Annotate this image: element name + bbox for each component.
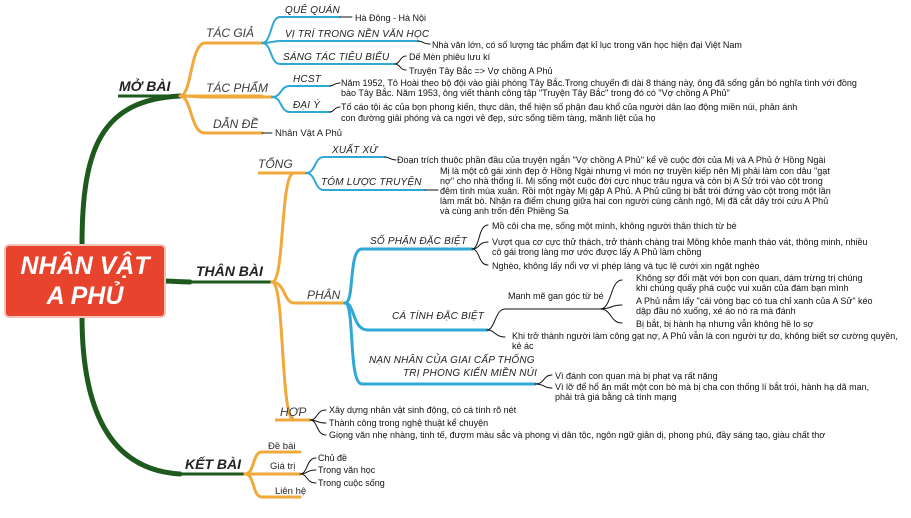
leaf-xuat-xu: Đoạn trích thuộc phần đầu của truyện ngắn "Vợ chồng A Phủ" kể về cuộc đời của Mị và A Phủ ở Hồng Ngài (397, 155, 826, 165)
leaf-vi-tri: Nhà văn lớn, có số lượng tác phẩm đạt kỉ lục trong văn học hiện đại Việt Nam (432, 40, 742, 50)
leaf-sang-tac-2: Truyện Tây Bắc => Vợ chồng A Phủ (409, 66, 553, 76)
node-tom-luoc[interactable]: TÓM LƯỢC TRUYỆN (321, 177, 422, 188)
leaf-dan-de: Nhân Vật A Phủ (275, 128, 343, 139)
central-topic[interactable] (6, 246, 164, 316)
leaf-nan-nhan-3: phải trả giá bằng cả tính mạng (555, 392, 677, 402)
node-nan-nhan-line1[interactable]: NẠN NHÂN CỦA GIAI CẤP THỐNG (369, 355, 535, 366)
node-gia-tri[interactable]: Giá trị (270, 461, 296, 472)
node-tong[interactable]: TỔNG (258, 157, 293, 171)
central-topic-line1: NHÂN VẬT (20, 252, 150, 280)
leaf-trong-van-hoc: Trong văn học (318, 465, 376, 475)
node-nan-nhan-line2[interactable]: TRỊ PHONG KIẾN MIỀN NÚI (403, 368, 538, 379)
leaf-trong-cuoc-song: Trong cuộc sống (318, 478, 385, 488)
leaf-ca-tinh-3: A Phủ nắm lấy "cái vòng bạc có tua chỉ xanh của A Sử" kéo (636, 296, 873, 306)
leaf-ca-tinh-4: dập đầu nó xuống, xé áo nó ra mà đánh (636, 306, 796, 316)
leaf-dai-y-line1: Tố cáo tội ác của bọn phong kiến, thực dân, thể hiện số phận đau khổ của người dân lao động miền núi, phản ánh (341, 102, 798, 112)
node-sang-tac[interactable]: SÁNG TÁC TIÊU BIỂU (283, 52, 390, 63)
node-than-bai[interactable]: THÂN BÀI (196, 263, 263, 279)
leaf-hcst-line2: bào Tây Bắc. Năm 1953, ông viết thành công tập "Truyện Tây Bắc" trong đó có "Vợ chồng A Phủ" (341, 88, 730, 98)
node-hop[interactable]: HỢP (280, 405, 307, 419)
leaf-tom-luoc-2: nợ" cho nhà thống lí. Mị sống một cuộc đời cực nhục trâu ngựa và còn bị A Sử trói vào cột trong (440, 176, 823, 186)
leaf-hop-2: Thành công trong nghệ thuật kể chuyện (329, 418, 489, 428)
leaf-ca-tinh-5: Bị bắt, bị hành hạ nhưng vẫn không hề lo sợ (636, 319, 814, 329)
node-hcst[interactable]: HCST (293, 74, 322, 85)
node-mo-bai[interactable]: MỞ BÀI (119, 78, 171, 94)
node-vi-tri[interactable]: VỊ TRÍ TRONG NỀN VĂN HỌC (285, 29, 430, 40)
leaf-khi-tro-2: kẻ ác (512, 341, 534, 351)
node-dai-y[interactable]: ĐẠI Ý (293, 100, 321, 111)
leaf-dai-y-line2: con đường giải phóng và ca ngợi vẻ đẹp, sức sống tiềm tàng, mãnh liệt của họ (341, 113, 656, 123)
branch-ket-bai (82, 316, 180, 474)
node-tac-gia[interactable]: TÁC GIẢ (206, 26, 255, 40)
node-xuat-xu[interactable]: XUẤT XỨ (332, 145, 378, 156)
leaf-tom-luoc-3: đêm tình mùa xuân. Rồi một ngày Mị gặp A Phủ. A Phủ cũng bị bắt trói đứng vào cột trong một lần (440, 186, 831, 196)
leaf-hop-3: Giọng văn nhẹ nhàng, tinh tế, đượm màu sắc và phong vị dân tộc, ngôn ngữ giản dị, phong phú, đầy sáng tạo, giàu chất thơ (329, 430, 826, 440)
leaf-chu-de: Chủ đề (318, 453, 348, 463)
node-so-phan[interactable]: SỐ PHẬN ĐẶC BIỆT (370, 236, 468, 247)
leaf-tom-luoc-5: và cùng anh trốn đến Phiềng Sa (440, 206, 569, 216)
leaf-manh-me: Mạnh mẽ gan góc từ bé (508, 291, 604, 301)
node-tac-pham[interactable]: TÁC PHẨM (206, 81, 269, 95)
branch-than-bai (164, 281, 190, 282)
node-ca-tinh[interactable]: CÁ TÍNH ĐẶC BIỆT (392, 311, 485, 322)
leaf-so-phan-1: Mồ côi cha mẹ, sống một mình, không người thân thích từ bé (492, 221, 737, 231)
leaf-tom-luoc-4: làm mất bò. Nhận ra điểm chung giữa hai con người cùng cảnh ngộ, Mị đã cắt dây trói cứu A Phủ (440, 196, 829, 206)
leaf-ca-tinh-2: khi chúng quấy phá cuộc vui xuân của đám bạn mình (636, 283, 849, 293)
leaf-nan-nhan-1: Vì đánh con quan mà bị phạt vạ rất nặng (555, 371, 718, 381)
node-de-bai[interactable]: Đề bài (268, 441, 296, 452)
branch-mo-bai (82, 96, 180, 246)
node-lien-he[interactable]: Liên hệ (275, 486, 307, 497)
central-topic-line2: A PHỦ (46, 282, 124, 310)
leaf-nan-nhan-2: Vì lỡ để hổ ăn mất một con bò mà bị cha con thống lí bắt trói, hành hạ dã man, (555, 382, 870, 392)
node-dan-de[interactable]: DẪN ĐỀ (213, 117, 259, 131)
leaf-so-phan-4: Nghèo, không lấy nổi vợ vì phép làng và tục lệ cưới xin ngặt nghèo (492, 261, 760, 271)
leaf-hop-1: Xây dựng nhân vật sinh động, có cá tính rõ nét (329, 405, 517, 415)
node-phan[interactable]: PHÂN (307, 288, 341, 302)
leaf-ca-tinh-1: Không sợ đối mặt với bọn con quan, dám trừng trị chúng (636, 273, 863, 283)
leaf-que-quan: Hà Đông - Hà Nội (355, 13, 427, 23)
leaf-so-phan-2: Vượt qua cơ cực thử thách, trở thành chàng trai Mông khỏe mạnh tháo vát, thông minh, nhiều (492, 237, 868, 247)
leaf-khi-tro-1: Khi trở thành người làm công gạt nợ, A Phủ vẫn là con người tự do, không biết sợ cường quyền, (512, 331, 898, 341)
leaf-hcst-line1: Năm 1952, Tô Hoài theo bộ đội vào giải phóng Tây Bắc.Trong chuyến đi dài 8 tháng này, ông đã sống gắn bó nghĩa tình với đồng (341, 78, 857, 88)
node-ket-bai[interactable]: KẾT BÀI (185, 456, 241, 472)
node-que-quan[interactable]: QUÊ QUÁN (285, 5, 340, 16)
leaf-so-phan-3: cô gái trong làng mơ ước được lấy A Phủ làm chồng (492, 247, 702, 257)
leaf-sang-tac-1: Dế Mèn phiêu lưu kí (409, 52, 491, 62)
leaf-tom-luoc-1: Mị là một cô gái xinh đẹp ở Hồng Ngài nhưng vì món nợ truyền kiếp nên Mị phải làm con dâu "gạt (440, 166, 830, 176)
